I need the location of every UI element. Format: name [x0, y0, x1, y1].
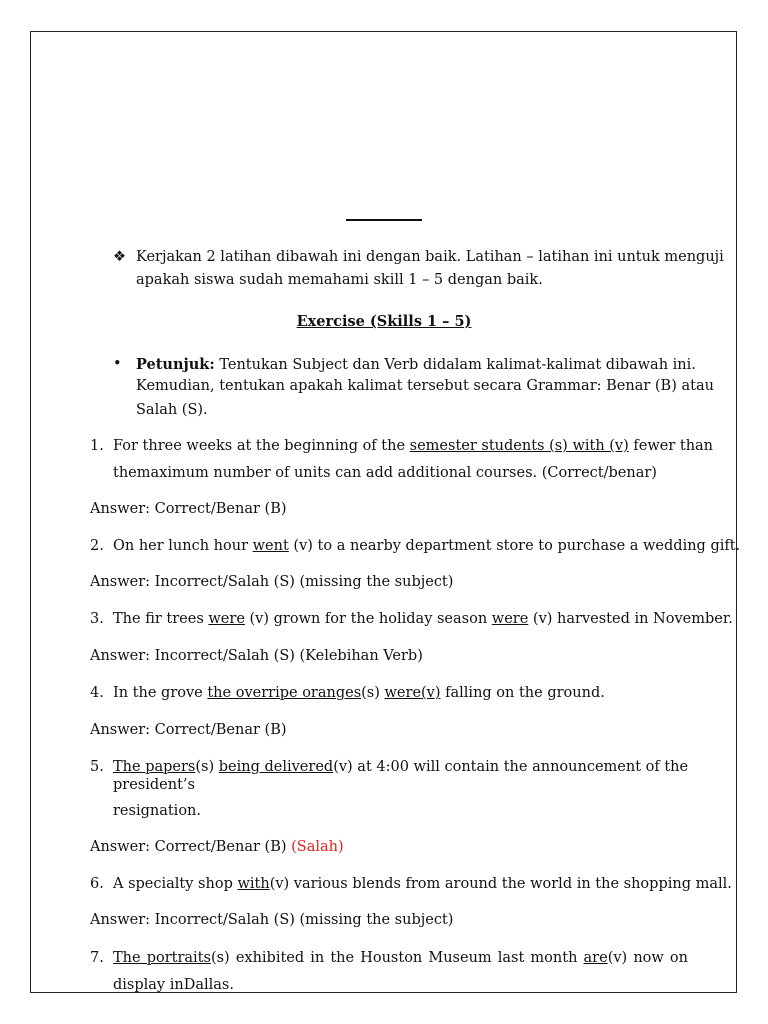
instructions-line-2: Kemudian, tentukan apakah kalimat tersebut secara Grammar: Benar (B) atau: [136, 378, 714, 394]
title-rule: [346, 219, 422, 221]
item-number: 5.: [90, 759, 104, 775]
item-text: (v) harvested in November.: [528, 611, 733, 627]
item-5-line-2: president’s: [113, 777, 195, 793]
answer-3: Answer: Incorrect/Salah (S) (Kelebihan Verb): [90, 648, 423, 664]
answer-6: Answer: Incorrect/Salah (S) (missing the subject): [90, 912, 454, 928]
instructions-line-3: Salah (S).: [136, 402, 208, 418]
item-2-text: [113, 538, 740, 554]
item-underlined-text: The papers: [113, 759, 196, 775]
item-number: 2.: [90, 538, 104, 554]
item-underlined-text: were: [208, 611, 245, 627]
instructions-text-1: Tentukan Subject dan Verb didalam kalimat-kalimat dibawah ini.: [214, 357, 696, 373]
item-text: (v) at 4:00 will contain the announcement of the: [333, 759, 689, 775]
item-number: 4.: [90, 685, 104, 701]
item-underlined-text: being delivered: [218, 759, 334, 775]
correction-note: (Salah): [291, 839, 344, 855]
item-text: falling on the ground.: [440, 685, 605, 701]
item-number: 1.: [90, 438, 104, 454]
item-7-line-2: display inDallas.: [113, 977, 234, 993]
item-text: fewer than: [628, 438, 714, 454]
intro-line-2: apakah siswa sudah memahami skill 1 – 5 dengan baik.: [136, 272, 543, 288]
item-text: A specialty shop: [113, 876, 238, 892]
answer-text: Answer: Correct/Benar (B): [90, 839, 292, 855]
item-underlined-text: with: [237, 876, 270, 892]
item-1-line-1: [113, 438, 713, 454]
answer-2: Answer: Incorrect/Salah (S) (missing the subject): [90, 574, 454, 590]
item-text: (v) now on: [607, 950, 688, 966]
item-text: (v) various blends from around the world in the shopping mall.: [269, 876, 732, 892]
item-underlined-text: the overripe oranges: [207, 685, 362, 701]
item-3-text: [113, 611, 733, 627]
item-number: 6.: [90, 876, 104, 892]
item-underlined-text: went: [252, 538, 289, 554]
item-text: In the grove: [113, 685, 208, 701]
item-7-line-1: [113, 950, 688, 966]
item-text: For three weeks at the beginning of the: [113, 438, 410, 454]
intro-line-1: Kerjakan 2 latihan dibawah ini dengan baik. Latihan – latihan ini untuk menguji: [136, 249, 724, 265]
item-text: (v) grown for the holiday season: [244, 611, 492, 627]
item-text: (s): [361, 685, 385, 701]
diamond-bullet-icon: ❖: [113, 249, 126, 265]
exercise-heading: Exercise (Skills 1 – 5): [296, 313, 472, 330]
answer-5: [90, 839, 344, 855]
item-number: 7.: [90, 950, 104, 966]
item-text: The fir trees: [113, 611, 209, 627]
answer-4: Answer: Correct/Benar (B): [90, 722, 287, 738]
item-5-line-1: [113, 759, 688, 775]
item-6-text: [113, 876, 732, 892]
item-underlined-text: were(v): [384, 685, 441, 701]
item-underlined-text: are: [583, 950, 608, 966]
answer-1: Answer: Correct/Benar (B): [90, 501, 287, 517]
item-1-line-2: themaximum number of units can add additional courses. (Correct/benar): [113, 465, 657, 481]
item-text: (v) to a nearby department store to purchase a wedding gift.: [288, 538, 741, 554]
item-5-line-3: resignation.: [113, 803, 201, 819]
item-4-text: [113, 685, 605, 701]
instructions-line-1: [136, 356, 696, 373]
instructions-label: Petunjuk:: [136, 356, 215, 373]
item-underlined-text: The portraits: [113, 950, 211, 966]
bullet-icon: •: [113, 356, 122, 372]
item-underlined-text: were: [491, 611, 529, 627]
item-text: On her lunch hour: [113, 538, 253, 554]
item-text: (s) exhibited in the Houston Museum last month: [210, 950, 584, 966]
item-text: (s): [195, 759, 219, 775]
item-underlined-text: semester students (s) with (v): [409, 438, 629, 454]
item-number: 3.: [90, 611, 104, 627]
